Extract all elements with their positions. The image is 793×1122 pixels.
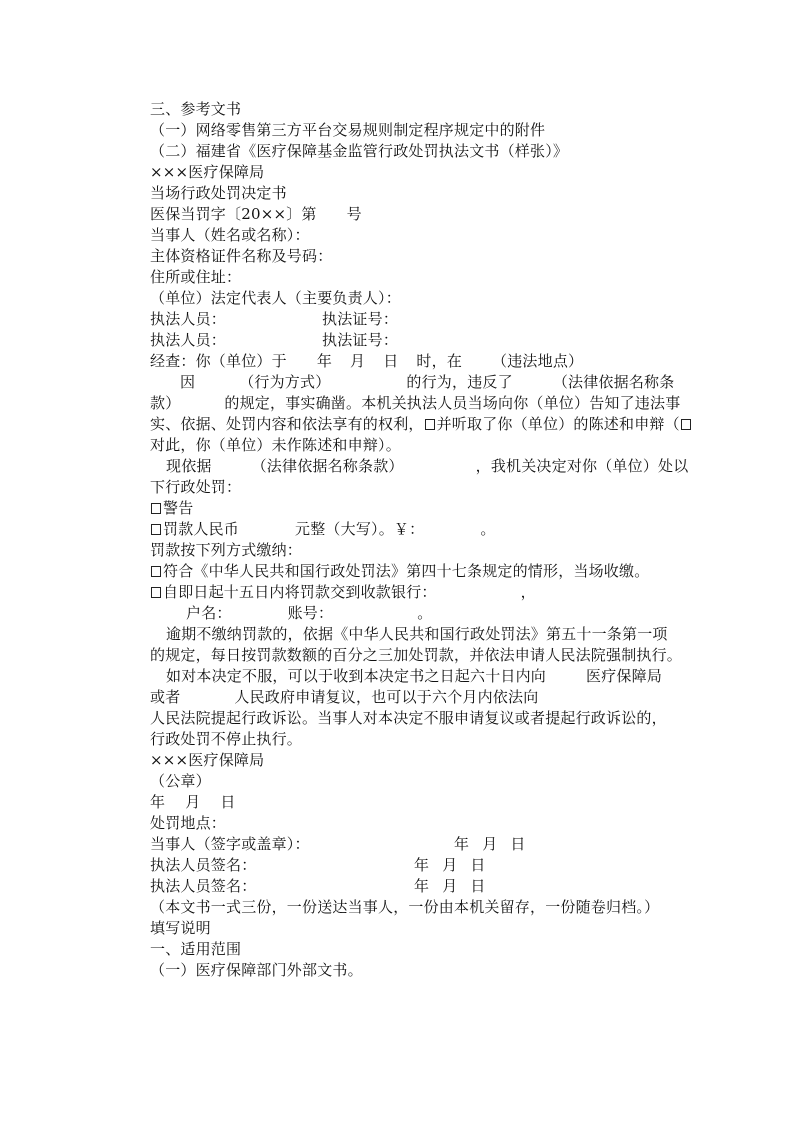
date-day: 日 xyxy=(470,856,486,874)
found-hour: 时，在 xyxy=(416,352,463,370)
date-year: 年 xyxy=(414,856,430,874)
section-heading: 三、参考文书 xyxy=(150,100,242,118)
appeal-line-1 xyxy=(150,666,662,686)
certificate-field: 主体资格证件名称及号码： xyxy=(150,247,333,265)
legal-basis-end: 款） xyxy=(150,394,181,412)
pay-comma: ， xyxy=(520,583,536,601)
found-month: 月 xyxy=(350,352,366,370)
officer-line-1 xyxy=(150,309,398,329)
party-name-field: 当事人（姓名或名称）： xyxy=(150,226,310,244)
warning-option xyxy=(150,498,193,518)
late-line-2: 的规定，每日按罚款数额的百分之三加处罚款，并依法申请人民法院强制执行。 xyxy=(150,646,683,664)
facts-line-1 xyxy=(150,393,680,413)
date-day: 日 xyxy=(220,793,236,811)
behavior-text: （行为方式） xyxy=(239,373,331,391)
checkbox[interactable] xyxy=(151,524,161,535)
penalty-following: 下行政处罚： xyxy=(150,478,242,496)
officer-sign-label: 执法人员签名： xyxy=(150,856,257,874)
date-month: 月 xyxy=(185,793,201,811)
warning-label: 警告 xyxy=(163,499,194,517)
pay-on-spot-label: 符合《中华人民共和国行政处罚法》第四十七条规定的情形，当场收缴。 xyxy=(163,562,650,580)
appeal-text: 如对本决定不服，可以于收到本决定书之日起六十日内向 xyxy=(166,667,547,685)
appeal-line-3: 人民法院提起行政诉讼。当事人对本决定不服申请复议或者提起行政诉讼的， xyxy=(150,709,667,727)
doc-no-suffix: 号 xyxy=(346,205,362,223)
cert-no-label: 执法证号： xyxy=(322,331,399,349)
account-name: 户名： xyxy=(186,604,232,622)
investigation-line xyxy=(150,351,583,371)
found-place: （违法地点） xyxy=(492,352,584,370)
date-year: 年 xyxy=(454,835,470,853)
appeal-gov: 人民政府申请复议，也可以于六个月内依法向 xyxy=(234,688,539,706)
pay-bank-label: 自即日起十五日内将罚款交到收款银行： xyxy=(163,583,437,601)
officer-line-2 xyxy=(150,330,398,350)
now-per: 现依据 xyxy=(166,457,212,475)
fine-label: 罚款人民币 xyxy=(163,520,240,538)
appeal-line-2 xyxy=(150,687,538,707)
period: 。 xyxy=(417,604,433,622)
facts-line-3: 对此，你（单位）未作陈述和申辩）。 xyxy=(150,436,401,454)
checkbox[interactable] xyxy=(681,419,691,430)
facts-text: 的规定，事实确凿。本机关执法人员当场向你（单位）告知了违法事 xyxy=(224,394,681,412)
facts-text: 并听取了你（单位）的陈述和申辩（ xyxy=(436,415,680,433)
pay-on-spot-option xyxy=(150,561,649,581)
date-month: 月 xyxy=(442,856,458,874)
officer-sign-label: 执法人员签名： xyxy=(150,877,257,895)
facts-text: 实、依据、处罚内容和依法享有的权利， xyxy=(150,415,424,433)
organization-name: ×××医疗保障局 xyxy=(150,163,265,181)
found-year: 年 xyxy=(316,352,333,370)
address-field: 住所或住址： xyxy=(150,268,242,286)
officer-label: 执法人员： xyxy=(150,310,227,328)
copies-note: （本文书一式三份，一份送达当事人，一份由本机关留存，一份随卷归档。） xyxy=(150,898,660,916)
date-month: 月 xyxy=(482,835,498,853)
because-text: 因 xyxy=(180,373,196,391)
checkbox[interactable] xyxy=(151,587,161,598)
facts-line-2 xyxy=(150,414,693,434)
fine-option xyxy=(150,519,496,539)
fine-end: 。 xyxy=(480,520,496,538)
checkbox[interactable] xyxy=(151,566,161,577)
seal-label: （公章） xyxy=(150,772,211,790)
date-year: 年 xyxy=(414,877,430,895)
officer-sign-date xyxy=(414,876,486,896)
party-sign-date xyxy=(454,834,526,854)
now-basis: （法律依据名称条款） xyxy=(251,457,404,475)
checkbox[interactable] xyxy=(425,419,435,430)
violation-line xyxy=(150,372,674,392)
now-decision: ，我机关决定对你（单位）处以 xyxy=(475,457,689,475)
account-line xyxy=(150,603,432,623)
date-month: 月 xyxy=(442,877,458,895)
fine-amount: 元整（大写）。￥： xyxy=(295,520,425,538)
subsection-1: （一）网络零售第三方平台交易规则制定程序规定中的附件 xyxy=(150,121,546,139)
appeal-bureau: 医疗保障局 xyxy=(586,667,663,685)
legal-basis-text: （法律依据名称条 xyxy=(552,373,675,391)
appeal-or: 或者 xyxy=(150,688,181,706)
pay-bank-option xyxy=(150,582,536,602)
party-sign-label: 当事人（签字或盖章）： xyxy=(150,835,310,853)
scope-item-1: （一）医疗保障部门外部文书。 xyxy=(150,961,363,979)
account-no: 账号： xyxy=(287,604,334,622)
pay-methods: 罚款按下列方式缴纳： xyxy=(150,541,303,559)
issue-date xyxy=(150,792,236,812)
officer-sign-date xyxy=(414,855,486,875)
issuing-org: ×××医疗保障局 xyxy=(150,751,265,769)
decision-line xyxy=(150,456,688,476)
scope-heading: 一、适用范围 xyxy=(150,940,242,958)
found-text: 经查：你（单位）于 xyxy=(150,352,287,370)
appeal-line-4: 行政处罚不停止执行。 xyxy=(150,730,303,748)
form-title: 当场行政处罚决定书 xyxy=(150,184,287,202)
violation-text: 的行为，违反了 xyxy=(406,373,513,391)
penalty-place: 处罚地点： xyxy=(150,814,227,832)
late-text: 逾期不缴纳罚款的，依据《中华人民共和国行政处罚法》第五十一条第一项 xyxy=(166,625,668,643)
document-number xyxy=(150,204,362,224)
subsection-2: （二）福建省《医疗保障基金监管行政处罚执法文书（样张）》 xyxy=(150,142,569,160)
doc-no-prefix: 医保当罚字〔20××〕第 xyxy=(150,205,317,223)
checkbox[interactable] xyxy=(151,503,161,514)
date-day: 日 xyxy=(510,835,526,853)
cert-no-label: 执法证号： xyxy=(322,310,399,328)
fill-instructions-heading: 填写说明 xyxy=(150,919,211,937)
legal-rep-field: （单位）法定代表人（主要负责人）： xyxy=(150,289,401,307)
officer-label: 执法人员： xyxy=(150,331,227,349)
late-line-1 xyxy=(150,624,668,644)
date-day: 日 xyxy=(470,877,486,895)
date-year: 年 xyxy=(150,793,166,811)
found-day: 日 xyxy=(383,352,399,370)
